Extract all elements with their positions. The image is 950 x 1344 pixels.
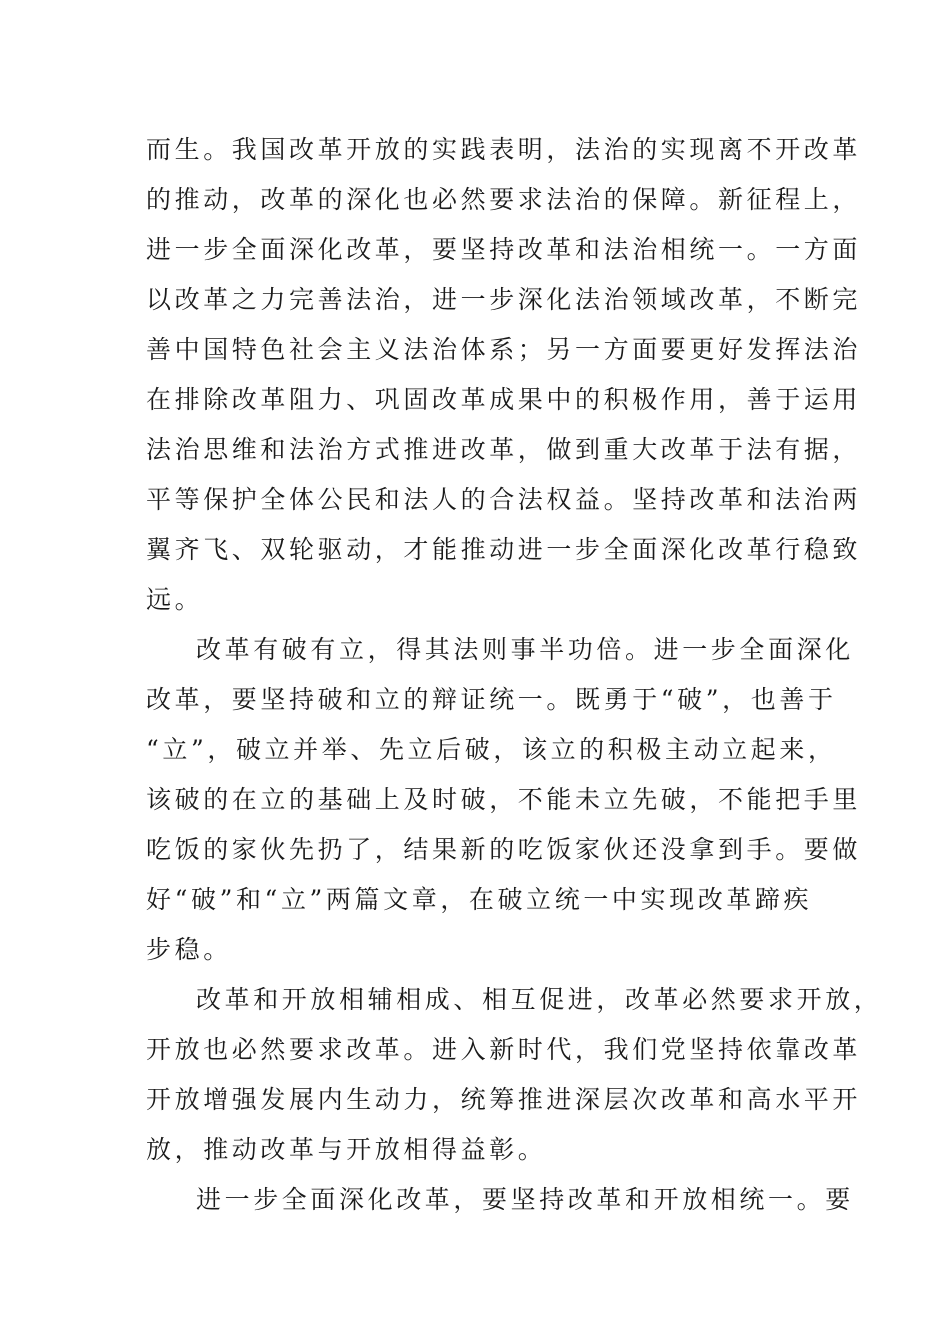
- paragraph-first-line: 进一步全面深化改革，要坚持改革和开放相统一。要: [196, 1185, 854, 1214]
- text-line: 在排除改革阻力、巩固改革成果中的积极作用，善于运用: [146, 385, 862, 414]
- text-line: 进一步全面深化改革，要坚持改革和法治相统一。一方面: [146, 235, 862, 264]
- text-line: 改革，要坚持破和立的辩证统一。既勇于“破”，也善于: [146, 685, 837, 714]
- paragraph-first-line: 改革有破有立，得其法则事半功倍。进一步全面深化: [196, 635, 854, 664]
- text-line: 吃饭的家伙先扔了，结果新的吃饭家伙还没拿到手。要做: [146, 835, 862, 864]
- text-line: 的推动，改革的深化也必然要求法治的保障。新征程上，: [146, 185, 862, 214]
- text-line: 而生。我国改革开放的实践表明，法治的实现离不开改革: [146, 135, 862, 164]
- text-line: 该破的在立的基础上及时破，不能未立先破，不能把手里: [146, 785, 862, 814]
- text-line: 以改革之力完善法治，进一步深化法治领域改革，不断完: [146, 285, 862, 314]
- text-line: 远。: [146, 585, 204, 614]
- text-line: 翼齐飞、双轮驱动，才能推动进一步全面深化改革行稳致: [146, 535, 862, 564]
- text-line: 开放也必然要求改革。进入新时代，我们党坚持依靠改革: [146, 1035, 862, 1064]
- text-line: 好“破”和“立”两篇文章，在破立统一中实现改革蹄疾: [146, 885, 813, 914]
- paragraph-first-line: 改革和开放相辅相成、相互促进，改革必然要求开放，: [196, 985, 883, 1014]
- text-line: 善中国特色社会主义法治体系；另一方面要更好发挥法治: [146, 335, 862, 364]
- text-line: “立”，破立并举、先立后破，该立的积极主动立起来，: [146, 735, 837, 764]
- text-line: 开放增强发展内生动力，统筹推进深层次改革和高水平开: [146, 1085, 862, 1114]
- text-line: 法治思维和法治方式推进改革，做到重大改革于法有据，: [146, 435, 862, 464]
- text-line: 平等保护全体公民和法人的合法权益。坚持改革和法治两: [146, 485, 862, 514]
- text-line: 放，推动改革与开放相得益彰。: [146, 1135, 547, 1164]
- text-line: 步稳。: [146, 935, 232, 964]
